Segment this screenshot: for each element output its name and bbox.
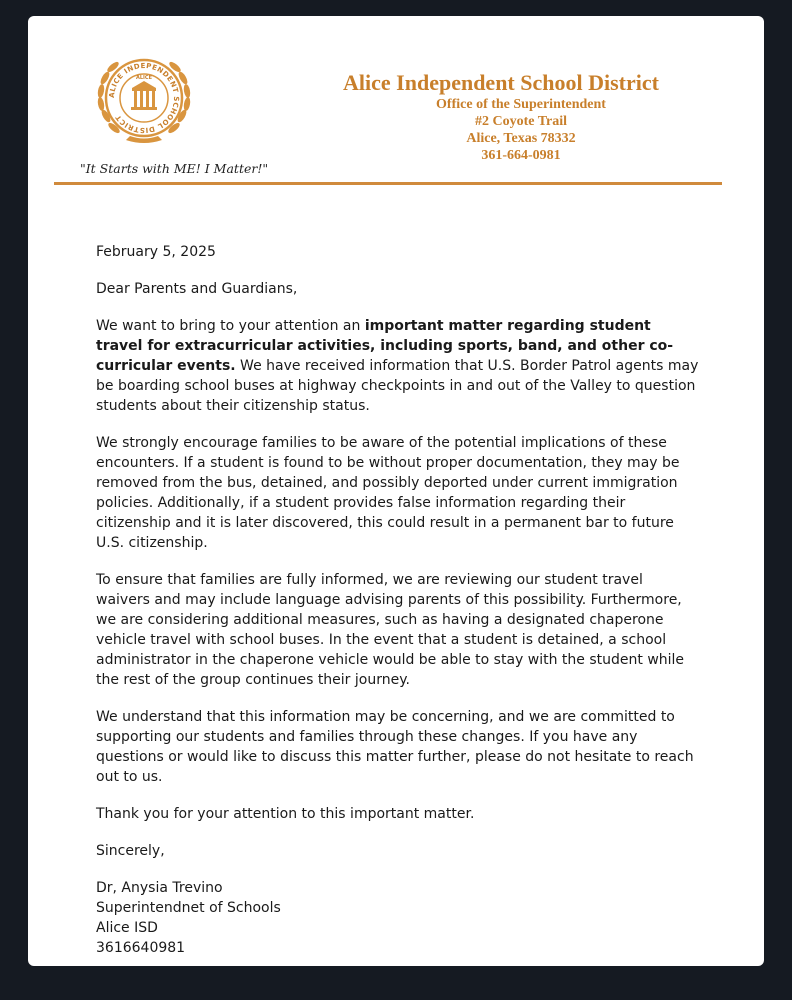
address-line-2: Alice, Texas 78332: [466, 131, 576, 146]
paragraph-4: We understand that this information may be concerning, and we are committed to supporting our students and families through these changes. If you have any questions or would like to discuss this matter further, please do not hesitate to reach out to us.: [96, 709, 694, 785]
district-motto: "It Starts with ME! I Matter!": [80, 161, 269, 176]
district-seal-logo: [92, 46, 196, 150]
paragraph-1-emphasis: important matter regarding student travel for extracurricular activities, including sports, band, and other co-curricular events.: [96, 318, 674, 374]
paragraph-1: [96, 316, 701, 416]
seal-ring-text: ALICE INDEPENDENT SCHOOL DISTRICT: [107, 61, 181, 135]
salutation: Dear Parents and Guardians,: [96, 281, 298, 297]
signer-org: Alice ISD: [96, 920, 158, 936]
paragraph-1-intro: We want to bring to your attention an: [96, 318, 365, 334]
address-line-1: #2 Coyote Trail: [474, 114, 568, 129]
signature-block: [96, 878, 701, 958]
paragraph-2: We strongly encourage families to be aware of the potential implications of these encounters. If a student is found to be without proper documentation, they may be removed from the bus, detained, and possibly deported under current immigration policies. Additionally, if a student provides false information regarding their citizenship and it is later discovered, this could result in a permanent bar to future U.S. citizenship.: [96, 435, 680, 551]
letter-date: February 5, 2025: [96, 244, 216, 260]
letter-body: [96, 242, 701, 975]
office-phone: 361-664-0981: [481, 148, 561, 163]
letter-page: [28, 16, 764, 966]
signer-title: Superintendnet of Schools: [96, 900, 281, 916]
svg-text:ALICE INDEPENDENT SCHOOL DISTR: [108, 62, 180, 134]
district-name: Alice Independent School District: [343, 70, 659, 95]
paragraph-3: To ensure that families are fully informed, we are reviewing our student travel waivers and may include language advising parents of this possibility. Furthermore, we are considering additional measures, such as having a designated chaperone vehicle travel with school buses. In the event that a student is detained, a school administrator in the chaperone vehicle would be able to stay with the student while the rest of the group continues their journey.: [96, 572, 685, 688]
office-title: Office of the Superintendent: [436, 97, 606, 112]
signer-phone: 3616640981: [96, 940, 186, 956]
seal-center-text: ALICE: [135, 75, 153, 81]
paragraph-1-rest: We have received information that U.S. Border Patrol agents may be boarding school buses at highway checkpoints in and out of the Valley to question students about their citizenship status.: [96, 358, 699, 414]
letterhead-divider: [54, 182, 722, 185]
letterhead-block: [318, 70, 684, 164]
paragraph-5: Thank you for your attention to this important matter.: [96, 806, 475, 822]
closing: Sincerely,: [96, 843, 165, 859]
signer-name: Dr, Anysia Trevino: [96, 880, 223, 896]
